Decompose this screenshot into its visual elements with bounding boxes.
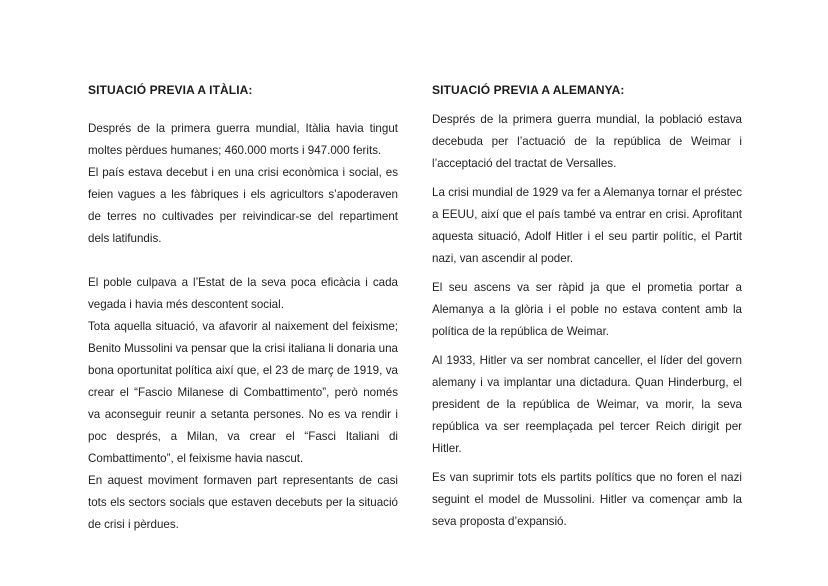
germany-paragraph-1: Després de la primera guerra mundial, la població estava decebuda per l’actuació de la república de Weimar i l’acceptació del tractat de Versalles. <box>432 113 742 170</box>
paragraph-gap <box>88 250 398 272</box>
germany-heading: SITUACIÓ PREVIA A ALEMANYA: <box>432 83 625 97</box>
germany-section <box>432 80 742 540</box>
italy-paragraph-5: En aquest moviment formaven part representants de casi tots els sectors socials que estaven decebuts per la situació de crisi i pèrdues. <box>88 474 398 531</box>
germany-paragraph-2: La crisi mundial de 1929 va fer a Alemanya tornar el préstec a EEUU, així que el país també va entrar en crisi. Aprofitant aquesta situació, Adolf Hitler i el seu partir polític, el Partit nazi, van ascendir al poder. <box>432 186 742 265</box>
italy-section <box>88 80 398 536</box>
germany-paragraph-3: El seu ascens va ser ràpid ja que el prometia portar a Alemanya a la glòria i el poble no estava content amb la política de la república de Weimar. <box>432 281 742 338</box>
italy-heading: SITUACIÓ PREVIA A ITÀLIA: <box>88 83 253 97</box>
italy-paragraph-3: El poble culpava a l’Estat de la seva poca eficàcia i cada vegada i havia més descontent social. <box>88 276 398 311</box>
italy-paragraph-1: Després de la primera guerra mundial, Itàlia havia tingut moltes pèrdues humanes; 460.000 morts i 947.000 ferits. <box>88 122 398 157</box>
germany-paragraph-5: Es van suprimir tots els partits polítics que no foren el nazi seguint el model de Mussolini. Hitler va començar amb la seva proposta d’expansió. <box>432 471 742 528</box>
germany-paragraph-4: Al 1933, Hitler va ser nombrat canceller, el líder del govern alemany i va implantar una dictadura. Quan Hinderburg, el president de la república de Weimar, va morir, la seva república va ser reemplaçada pel tercer Reich dirigit per Hitler. <box>432 354 742 455</box>
italy-paragraph-4: Tota aquella situació, va afavorir al naixement del feixisme; Benito Mussolini va pensar que la crisi italiana li donaria una bona oportunitat política així que, el 23 de març de 1919, va crear el “Fascio Milanese di Combattimento”, però només va aconseguir reunir a setanta persones. No es va rendir i poc després, a Milan, va crear el “Fasci Italiani di Combattimento”, el feixisme havia nascut. <box>88 320 398 465</box>
italy-paragraph-2: El país estava decebut i en una crisi econòmica i social, es feien vagues a les fàbriques i els agricultors s’apoderaven de terres no cultivades per reivindicar-se del repartiment dels latifundis. <box>88 166 398 245</box>
